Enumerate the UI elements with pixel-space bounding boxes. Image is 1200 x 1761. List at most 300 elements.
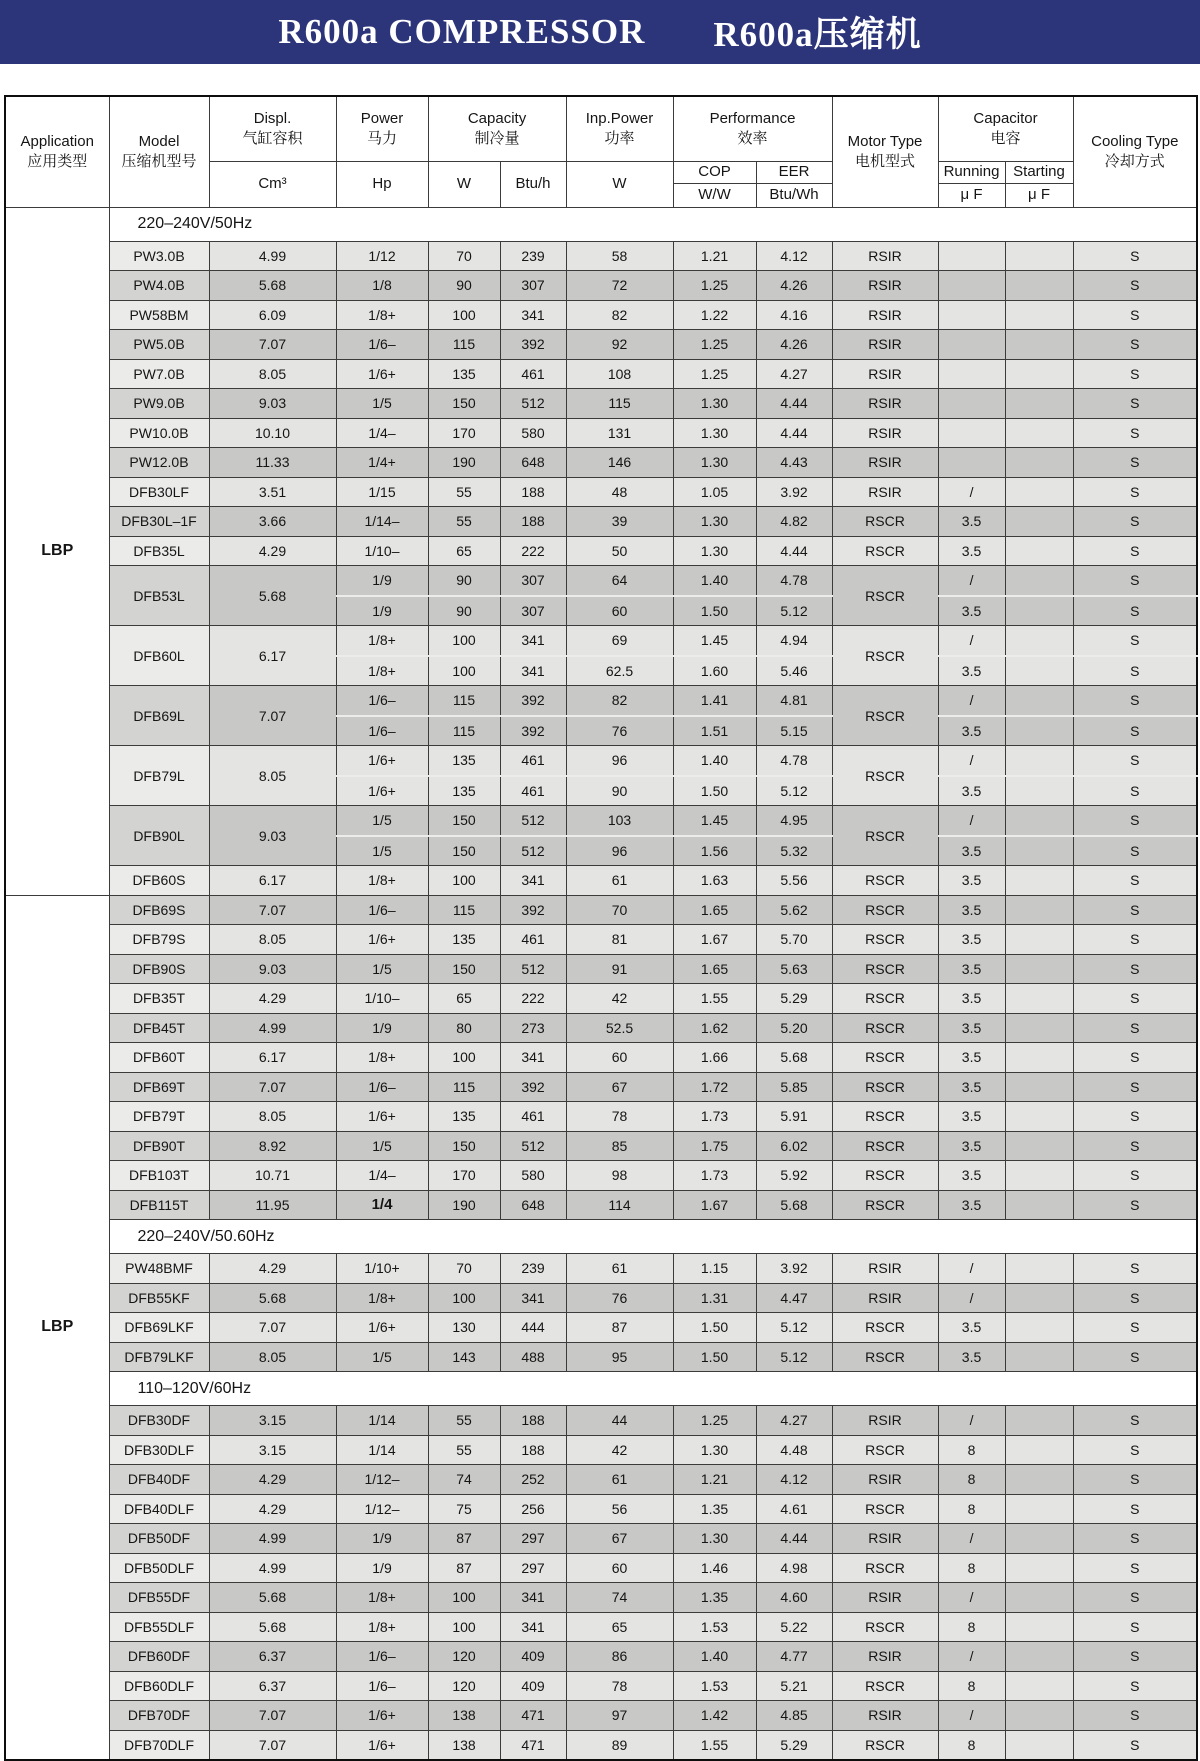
title-banner (0, 0, 1200, 64)
eer-cell: 5.91 (756, 1102, 832, 1132)
running-capacitor-cell: 8 (938, 1465, 1005, 1495)
cop-cell: 1.25 (673, 330, 756, 360)
capacity-w-cell: 135 (428, 776, 500, 806)
input-power-cell: 64 (566, 566, 673, 596)
model-cell: DFB79LKF (109, 1342, 209, 1372)
cop-cell: 1.40 (673, 746, 756, 776)
starting-capacitor-cell (1005, 776, 1073, 806)
starting-capacitor-cell (1005, 241, 1073, 271)
col-header-displacement (209, 96, 336, 161)
cooling-type-cell: S (1073, 836, 1197, 866)
input-power-cell: 67 (566, 1072, 673, 1102)
starting-capacitor-cell (1005, 866, 1073, 896)
capacity-label-en: Capacity (467, 110, 527, 128)
cooling-type-cell: S (1073, 1131, 1197, 1161)
starting-capacitor-cell (1005, 359, 1073, 389)
starting-capacitor-cell (1005, 418, 1073, 448)
table-row (5, 1254, 1197, 1284)
input-power-cell: 91 (566, 954, 673, 984)
cooling-type-cell: S (1073, 895, 1197, 925)
table-row (5, 954, 1197, 984)
table-row (5, 1435, 1197, 1465)
starting-capacitor-cell (1005, 271, 1073, 301)
col-header-capacitor (938, 96, 1073, 161)
running-capacitor-cell: 3.5 (938, 1190, 1005, 1220)
model-cell: DFB103T (109, 1161, 209, 1191)
motor-label-en: Motor Type (847, 133, 923, 151)
capacity-w-cell: 115 (428, 716, 500, 746)
input-power-cell: 60 (566, 1043, 673, 1073)
running-capacitor-cell: 3.5 (938, 1043, 1005, 1073)
model-cell: DFB30DF (109, 1406, 209, 1436)
cooling-type-cell: S (1073, 359, 1197, 389)
displacement-cell: 5.68 (209, 271, 336, 301)
starting-capacitor-cell (1005, 1342, 1073, 1372)
table-row (5, 1730, 1197, 1760)
running-capacitor-cell (938, 330, 1005, 360)
starting-capacitor-cell (1005, 925, 1073, 955)
eer-cell: 4.78 (756, 566, 832, 596)
cop-cell: 1.30 (673, 448, 756, 478)
starting-capacitor-cell (1005, 1161, 1073, 1191)
capacity-w-cell: 70 (428, 1254, 500, 1284)
unit-displacement: Cm³ (209, 161, 336, 207)
table-row (5, 806, 1197, 836)
model-cell: DFB40DLF (109, 1494, 209, 1524)
capacity-w-cell: 70 (428, 241, 500, 271)
capacity-btu-cell: 341 (500, 1043, 566, 1073)
starting-capacitor-cell (1005, 536, 1073, 566)
capacity-btu-cell: 512 (500, 1131, 566, 1161)
starting-capacitor-cell (1005, 448, 1073, 478)
capacity-btu-cell: 471 (500, 1730, 566, 1760)
cooling-type-cell: S (1073, 1102, 1197, 1132)
cooling-type-cell: S (1073, 1494, 1197, 1524)
starting-capacitor-cell (1005, 1131, 1073, 1161)
running-capacitor-cell (938, 448, 1005, 478)
model-cell: DFB69LKF (109, 1313, 209, 1343)
input-power-cell: 87 (566, 1313, 673, 1343)
cooling-type-cell: S (1073, 271, 1197, 301)
eer-cell: 3.92 (756, 1254, 832, 1284)
unit-input-power: W (566, 161, 673, 207)
power-label-en: Power (360, 110, 404, 128)
capacity-btu-cell: 188 (500, 1435, 566, 1465)
displacement-cell: 6.37 (209, 1642, 336, 1672)
motor-type-cell: RSIR (832, 330, 938, 360)
displacement-cell: 9.03 (209, 954, 336, 984)
displacement-cell: 9.03 (209, 806, 336, 866)
table-row (5, 1190, 1197, 1220)
running-capacitor-cell: 3.5 (938, 954, 1005, 984)
cop-cell: 1.73 (673, 1102, 756, 1132)
input-power-cell: 90 (566, 776, 673, 806)
displacement-cell: 8.05 (209, 359, 336, 389)
displacement-cell: 7.07 (209, 1072, 336, 1102)
input-power-cell: 70 (566, 895, 673, 925)
model-cell: DFB45T (109, 1013, 209, 1043)
horsepower-cell: 1/8+ (336, 1043, 428, 1073)
capacity-btu-cell: 239 (500, 241, 566, 271)
input-power-cell: 42 (566, 1435, 673, 1465)
horsepower-cell: 1/12– (336, 1465, 428, 1495)
table-row (5, 1465, 1197, 1495)
cop-cell: 1.30 (673, 418, 756, 448)
running-capacitor-cell: / (938, 1283, 1005, 1313)
capacity-w-cell: 75 (428, 1494, 500, 1524)
col-header-cooling-type (1073, 96, 1197, 207)
motor-type-cell: RSCR (832, 1043, 938, 1073)
eer-cell: 4.61 (756, 1494, 832, 1524)
unit-capacity-btu: Btu/h (500, 161, 566, 207)
running-capacitor-cell: 3.5 (938, 1313, 1005, 1343)
input-power-cell: 52.5 (566, 1013, 673, 1043)
table-row (5, 984, 1197, 1014)
capacity-w-cell: 135 (428, 746, 500, 776)
table-row (5, 418, 1197, 448)
cooling-type-cell: S (1073, 300, 1197, 330)
displacement-cell: 6.17 (209, 626, 336, 686)
capacity-w-cell: 138 (428, 1730, 500, 1760)
eer-cell: 5.15 (756, 716, 832, 746)
table-row (5, 1612, 1197, 1642)
displacement-cell: 6.17 (209, 1043, 336, 1073)
displacement-cell: 8.05 (209, 1342, 336, 1372)
running-capacitor-cell: / (938, 686, 1005, 716)
eer-cell: 4.60 (756, 1583, 832, 1613)
model-cell: PW7.0B (109, 359, 209, 389)
input-power-cell: 85 (566, 1131, 673, 1161)
application-label-cn: 应用类型 (27, 152, 88, 170)
input-power-cell: 146 (566, 448, 673, 478)
horsepower-cell: 1/4– (336, 418, 428, 448)
capacity-btu-cell: 461 (500, 1102, 566, 1132)
table-row (5, 1102, 1197, 1132)
eer-cell: 5.21 (756, 1671, 832, 1701)
model-cell: PW9.0B (109, 389, 209, 419)
horsepower-cell: 1/14 (336, 1406, 428, 1436)
unit-eer: Btu/Wh (756, 183, 832, 207)
running-capacitor-cell (938, 389, 1005, 419)
motor-type-cell: RSCR (832, 806, 938, 866)
displacement-cell: 8.92 (209, 1131, 336, 1161)
capacity-w-cell: 100 (428, 866, 500, 896)
table-row (5, 389, 1197, 419)
running-capacitor-cell: / (938, 746, 1005, 776)
horsepower-cell: 1/8+ (336, 656, 428, 686)
capacity-w-cell: 135 (428, 359, 500, 389)
motor-type-cell: RSIR (832, 1701, 938, 1731)
motor-type-cell: RSCR (832, 1072, 938, 1102)
eer-cell: 5.12 (756, 1313, 832, 1343)
capacity-btu-cell: 256 (500, 1494, 566, 1524)
running-capacitor-cell (938, 359, 1005, 389)
cop-cell: 1.67 (673, 1190, 756, 1220)
capacity-btu-cell: 341 (500, 1583, 566, 1613)
cooling-type-cell: S (1073, 626, 1197, 656)
eer-cell: 4.82 (756, 507, 832, 537)
cop-cell: 1.35 (673, 1494, 756, 1524)
motor-type-cell: RSCR (832, 1671, 938, 1701)
cop-cell: 1.65 (673, 895, 756, 925)
eer-cell: 4.47 (756, 1283, 832, 1313)
starting-capacitor-cell (1005, 507, 1073, 537)
table-row (5, 566, 1197, 596)
motor-type-cell: RSCR (832, 984, 938, 1014)
input-power-cell: 98 (566, 1161, 673, 1191)
displacement-cell: 10.71 (209, 1161, 336, 1191)
eer-cell: 4.44 (756, 418, 832, 448)
displacement-cell: 9.03 (209, 389, 336, 419)
motor-type-cell: RSCR (832, 1190, 938, 1220)
table-row (5, 1524, 1197, 1554)
table-row (5, 536, 1197, 566)
cop-cell: 1.45 (673, 626, 756, 656)
cooling-type-cell: S (1073, 507, 1197, 537)
cop-cell: 1.22 (673, 300, 756, 330)
cop-cell: 1.50 (673, 596, 756, 626)
model-cell: DFB55KF (109, 1283, 209, 1313)
section-label: 220–240V/50.60Hz (109, 1220, 1197, 1254)
col-header-model (109, 96, 209, 207)
starting-capacitor-cell (1005, 300, 1073, 330)
eer-cell: 4.26 (756, 330, 832, 360)
cop-cell: 1.46 (673, 1553, 756, 1583)
cooling-type-cell: S (1073, 776, 1197, 806)
model-cell: PW58BM (109, 300, 209, 330)
model-cell: DFB69T (109, 1072, 209, 1102)
cop-cell: 1.63 (673, 866, 756, 896)
capacity-w-cell: 74 (428, 1465, 500, 1495)
running-capacitor-cell: 3.5 (938, 1342, 1005, 1372)
horsepower-cell: 1/6+ (336, 359, 428, 389)
page-title-en: R600a COMPRESSOR (278, 12, 646, 51)
model-cell: DFB60S (109, 866, 209, 896)
cop-cell: 1.31 (673, 1283, 756, 1313)
cop-cell: 1.40 (673, 1642, 756, 1672)
cop-cell: 1.35 (673, 1583, 756, 1613)
model-cell: DFB90L (109, 806, 209, 866)
eer-cell: 5.62 (756, 895, 832, 925)
motor-type-cell: RSCR (832, 1102, 938, 1132)
section-row (5, 1372, 1197, 1406)
running-capacitor-cell: 8 (938, 1612, 1005, 1642)
horsepower-cell: 1/5 (336, 806, 428, 836)
input-power-cell: 76 (566, 1283, 673, 1313)
col-header-input-power (566, 96, 673, 161)
model-cell: PW4.0B (109, 271, 209, 301)
table-header (5, 96, 1197, 207)
horsepower-cell: 1/14– (336, 507, 428, 537)
eer-cell: 5.70 (756, 925, 832, 955)
capacity-btu-cell: 409 (500, 1671, 566, 1701)
input-power-cell: 60 (566, 596, 673, 626)
starting-capacitor-cell (1005, 1642, 1073, 1672)
starting-capacitor-cell (1005, 1102, 1073, 1132)
cop-cell: 1.62 (673, 1013, 756, 1043)
displacement-cell: 6.17 (209, 866, 336, 896)
application-cell: LBP (5, 207, 109, 895)
model-cell: DFB70DF (109, 1701, 209, 1731)
model-cell: DFB53L (109, 566, 209, 626)
capacity-w-cell: 120 (428, 1671, 500, 1701)
motor-type-cell: RSCR (832, 1313, 938, 1343)
model-cell: PW3.0B (109, 241, 209, 271)
capacity-btu-cell: 341 (500, 1612, 566, 1642)
model-cell: DFB50DF (109, 1524, 209, 1554)
input-power-cell: 82 (566, 686, 673, 716)
running-capacitor-cell: 8 (938, 1494, 1005, 1524)
input-power-cell: 78 (566, 1671, 673, 1701)
power-label-cn: 马力 (366, 129, 397, 147)
capacity-btu-cell: 512 (500, 954, 566, 984)
capacity-btu-cell: 512 (500, 836, 566, 866)
horsepower-cell: 1/5 (336, 954, 428, 984)
eer-cell: 4.12 (756, 241, 832, 271)
cooling-type-cell: S (1073, 1730, 1197, 1760)
running-capacitor-cell (938, 271, 1005, 301)
model-cell: PW10.0B (109, 418, 209, 448)
capacity-w-cell: 80 (428, 1013, 500, 1043)
cooling-type-cell: S (1073, 1313, 1197, 1343)
capacity-w-cell: 115 (428, 330, 500, 360)
running-capacitor-cell: 3.5 (938, 1102, 1005, 1132)
horsepower-cell: 1/6– (336, 1072, 428, 1102)
eer-cell: 4.43 (756, 448, 832, 478)
starting-capacitor-cell (1005, 954, 1073, 984)
eer-cell: 4.77 (756, 1642, 832, 1672)
horsepower-cell: 1/4– (336, 1161, 428, 1191)
capacity-btu-cell: 461 (500, 746, 566, 776)
capacity-w-cell: 90 (428, 596, 500, 626)
cooling-type-cell: S (1073, 330, 1197, 360)
capacitor-label-cn: 电容 (990, 129, 1021, 147)
capacity-w-cell: 100 (428, 300, 500, 330)
table-row (5, 925, 1197, 955)
horsepower-cell: 1/6– (336, 716, 428, 746)
capacity-btu-cell: 580 (500, 418, 566, 448)
horsepower-cell: 1/6+ (336, 1730, 428, 1760)
horsepower-cell: 1/9 (336, 566, 428, 596)
input-power-cell: 60 (566, 1553, 673, 1583)
input-power-cell: 72 (566, 271, 673, 301)
capacity-btu-cell: 239 (500, 1254, 566, 1284)
displacement-cell: 7.07 (209, 1701, 336, 1731)
col-header-capacity (428, 96, 566, 161)
capacity-btu-cell: 307 (500, 596, 566, 626)
eer-cell: 5.68 (756, 1043, 832, 1073)
unit-power: Hp (336, 161, 428, 207)
starting-capacitor-cell (1005, 1701, 1073, 1731)
running-capacitor-cell: 3.5 (938, 925, 1005, 955)
table-row (5, 1494, 1197, 1524)
capacity-w-cell: 55 (428, 477, 500, 507)
running-capacitor-cell: 3.5 (938, 716, 1005, 746)
input-power-cell: 61 (566, 1254, 673, 1284)
running-capacitor-cell: / (938, 1524, 1005, 1554)
eer-cell: 5.46 (756, 656, 832, 686)
cop-cell: 1.75 (673, 1131, 756, 1161)
motor-type-cell: RSCR (832, 536, 938, 566)
running-capacitor-cell: 3.5 (938, 1131, 1005, 1161)
cooling-type-cell: S (1073, 241, 1197, 271)
capacity-btu-cell: 297 (500, 1524, 566, 1554)
motor-type-cell: RSCR (832, 686, 938, 746)
horsepower-cell: 1/14 (336, 1435, 428, 1465)
displacement-cell: 7.07 (209, 330, 336, 360)
displacement-cell: 4.29 (209, 1465, 336, 1495)
model-cell: DFB40DF (109, 1465, 209, 1495)
starting-capacitor-cell (1005, 1043, 1073, 1073)
model-label-cn: 压缩机型号 (121, 152, 197, 170)
table-row (5, 1671, 1197, 1701)
cooling-type-cell: S (1073, 418, 1197, 448)
table-row (5, 1701, 1197, 1731)
table-row (5, 1072, 1197, 1102)
compressor-spec-table (4, 95, 1198, 1761)
cop-cell: 1.42 (673, 1701, 756, 1731)
motor-type-cell: RSCR (832, 566, 938, 626)
capacity-btu-cell: 273 (500, 1013, 566, 1043)
horsepower-cell: 1/6– (336, 1671, 428, 1701)
horsepower-cell: 1/8+ (336, 1583, 428, 1613)
table-row (5, 330, 1197, 360)
model-cell: DFB90S (109, 954, 209, 984)
eer-cell: 4.78 (756, 746, 832, 776)
cop-cell: 1.21 (673, 1465, 756, 1495)
cooling-type-cell: S (1073, 1701, 1197, 1731)
model-cell: DFB70DLF (109, 1730, 209, 1760)
starting-capacitor-cell (1005, 1494, 1073, 1524)
displacement-cell: 3.51 (209, 477, 336, 507)
starting-capacitor-cell (1005, 389, 1073, 419)
displacement-cell: 3.15 (209, 1406, 336, 1436)
input-power-cell: 131 (566, 418, 673, 448)
capacity-btu-cell: 488 (500, 1342, 566, 1372)
unit-cop: W/W (673, 183, 756, 207)
capacity-btu-cell: 188 (500, 507, 566, 537)
model-cell: DFB30LF (109, 477, 209, 507)
capacity-btu-cell: 461 (500, 359, 566, 389)
capacity-btu-cell: 512 (500, 806, 566, 836)
horsepower-cell: 1/9 (336, 1524, 428, 1554)
capacity-w-cell: 65 (428, 536, 500, 566)
motor-type-cell: RSCR (832, 866, 938, 896)
capacity-btu-cell: 222 (500, 984, 566, 1014)
running-capacitor-cell: 3.5 (938, 836, 1005, 866)
capacity-btu-cell: 341 (500, 300, 566, 330)
starting-capacitor-cell (1005, 1524, 1073, 1554)
input-power-cell: 103 (566, 806, 673, 836)
cop-cell: 1.55 (673, 984, 756, 1014)
motor-type-cell: RSCR (832, 1161, 938, 1191)
starting-capacitor-cell (1005, 806, 1073, 836)
horsepower-cell: 1/10– (336, 984, 428, 1014)
motor-type-cell: RSCR (832, 925, 938, 955)
table-row (5, 271, 1197, 301)
motor-type-cell: RSCR (832, 1730, 938, 1760)
performance-label-en: Performance (709, 110, 796, 128)
capacity-w-cell: 100 (428, 1283, 500, 1313)
application-cell: LBP (5, 895, 109, 1760)
horsepower-cell: 1/12 (336, 241, 428, 271)
table-row (5, 1642, 1197, 1672)
running-capacitor-cell: 8 (938, 1435, 1005, 1465)
motor-type-cell: RSIR (832, 271, 938, 301)
running-capacitor-cell: 3.5 (938, 1013, 1005, 1043)
running-capacitor-cell: / (938, 477, 1005, 507)
cop-cell: 1.65 (673, 954, 756, 984)
